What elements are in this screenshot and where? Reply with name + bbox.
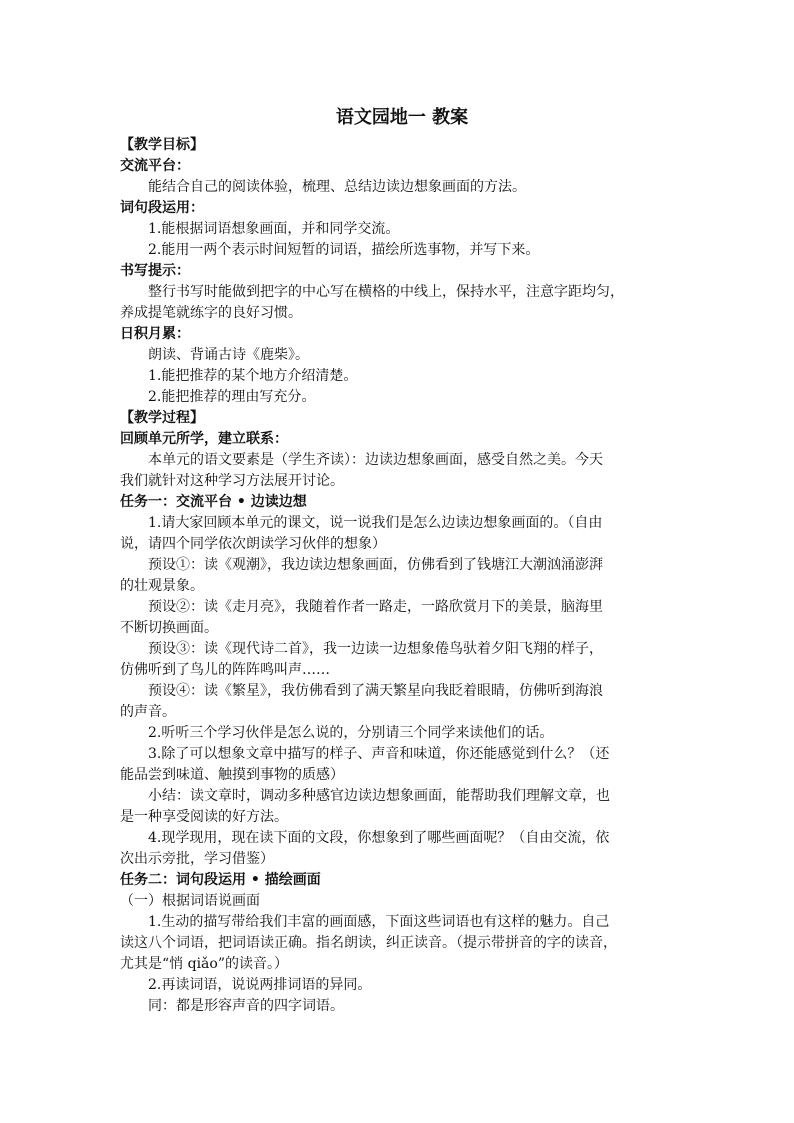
body-text-line: 次出示旁批，学习借鉴） [120, 851, 274, 867]
body-text-line: 说，请四个同学依次朗读学习伙伴的想象） [120, 536, 386, 552]
section-heading: 任务二：词句段运用 • 描绘画面 [120, 872, 321, 888]
section-heading: 交流平台： [120, 158, 190, 174]
body-text-line: 读这八个词语，把词语读正确。指名朗读，纠正读音。（提示带拼音的字的读音， [120, 935, 617, 951]
section-heading: 【教学过程】 [120, 410, 204, 426]
document-body [120, 135, 684, 1017]
body-text-line: 2.能把推荐的理由写充分。 [148, 389, 316, 405]
body-text-line: 1.能根据词语想象画面，并和同学交流。 [148, 221, 400, 237]
body-text-line: 尤其是“悄 qiǎo”的读音。） [120, 956, 288, 972]
body-text-line: 整行书写时能做到把字的中心写在横格的中线上，保持水平，注意字距均匀， [148, 284, 624, 300]
body-text-line: （一）根据词语说画面 [120, 893, 260, 909]
body-text-line: 1.能把推荐的某个地方介绍清楚。 [148, 368, 358, 384]
section-heading: 回顾单元所学，建立联系： [120, 431, 288, 447]
body-text-line: 2.再读词语，说说两排词语的异同。 [148, 977, 372, 993]
document-title: 语文园地一 教案 [335, 107, 469, 128]
body-text-line: 1.生动的描写带给我们丰富的画面感，下面这些词语也有这样的魅力。自己 [148, 914, 610, 930]
body-text-line: 小结：读文章时，调动多种感官边读边想象画面，能帮助我们理解文章，也 [148, 788, 610, 804]
body-text-line: 预设④：读《繁星》，我仿佛看到了满天繁星向我眨着眼睛，仿佛听到海浪 [148, 683, 603, 699]
body-text-line: 养成提笔就练字的良好习惯。 [120, 305, 302, 321]
body-text-line: 预设①：读《观潮》，我边读边想象画面，仿佛看到了钱塘江大潮汹涌澎湃 [148, 557, 603, 573]
section-heading: 词句段运用： [120, 200, 204, 216]
body-text-line: 不断切换画面。 [120, 620, 218, 636]
body-text-line: 预设③：读《现代诗二首》，我一边读一边想象倦鸟驮着夕阳飞翔的样子， [148, 641, 603, 657]
body-text-line: 本单元的语文要素是（学生齐读）：边读边想象画面，感受自然之美。今天 [148, 452, 603, 468]
body-text-line: 同：都是形容声音的四字词语。 [148, 998, 344, 1014]
body-text-line: 3.除了可以想象文章中描写的样子、声音和味道，你还能感觉到什么？（还 [148, 746, 610, 762]
body-text-line: 2.听听三个学习伙伴是怎么说的，分别请三个同学来读他们的话。 [148, 725, 554, 741]
body-text-line: 2.能用一两个表示时间短暂的词语，描绘所选事物，并写下来。 [148, 242, 540, 258]
section-heading: 【教学目标】 [120, 137, 204, 153]
body-text-line: 的声音。 [120, 704, 176, 720]
section-heading: 任务一：交流平台 • 边读边想 [120, 494, 307, 510]
body-text-line: 我们就针对这种学习方法展开讨论。 [120, 473, 344, 489]
section-heading: 书写提示： [120, 263, 190, 279]
body-text-line: 1.请大家回顾本单元的课文，说一说我们是怎么边读边想象画面的。（自由 [148, 515, 603, 531]
body-text-line: 能品尝到味道、触摸到事物的质感） [120, 767, 344, 783]
body-text-line: 是一种享受阅读的好方法。 [120, 809, 288, 825]
body-text-line: 的壮观景象。 [120, 578, 204, 594]
body-text-line: 仿佛听到了鸟儿的阵阵鸣叫声…… [120, 662, 330, 678]
body-text-line: 预设②：读《走月亮》，我随着作者一路走，一路欣赏月下的美景，脑海里 [148, 599, 603, 615]
body-text-line: 朗读、背诵古诗《鹿柴》。 [148, 347, 309, 363]
section-heading: 日积月累： [120, 326, 190, 342]
body-text-line: 4.现学现用，现在读下面的文段，你想象到了哪些画面呢？（自由交流，依 [148, 830, 610, 846]
body-text-line: 能结合自己的阅读体验，梳理、总结边读边想象画面的方法。 [148, 179, 526, 195]
